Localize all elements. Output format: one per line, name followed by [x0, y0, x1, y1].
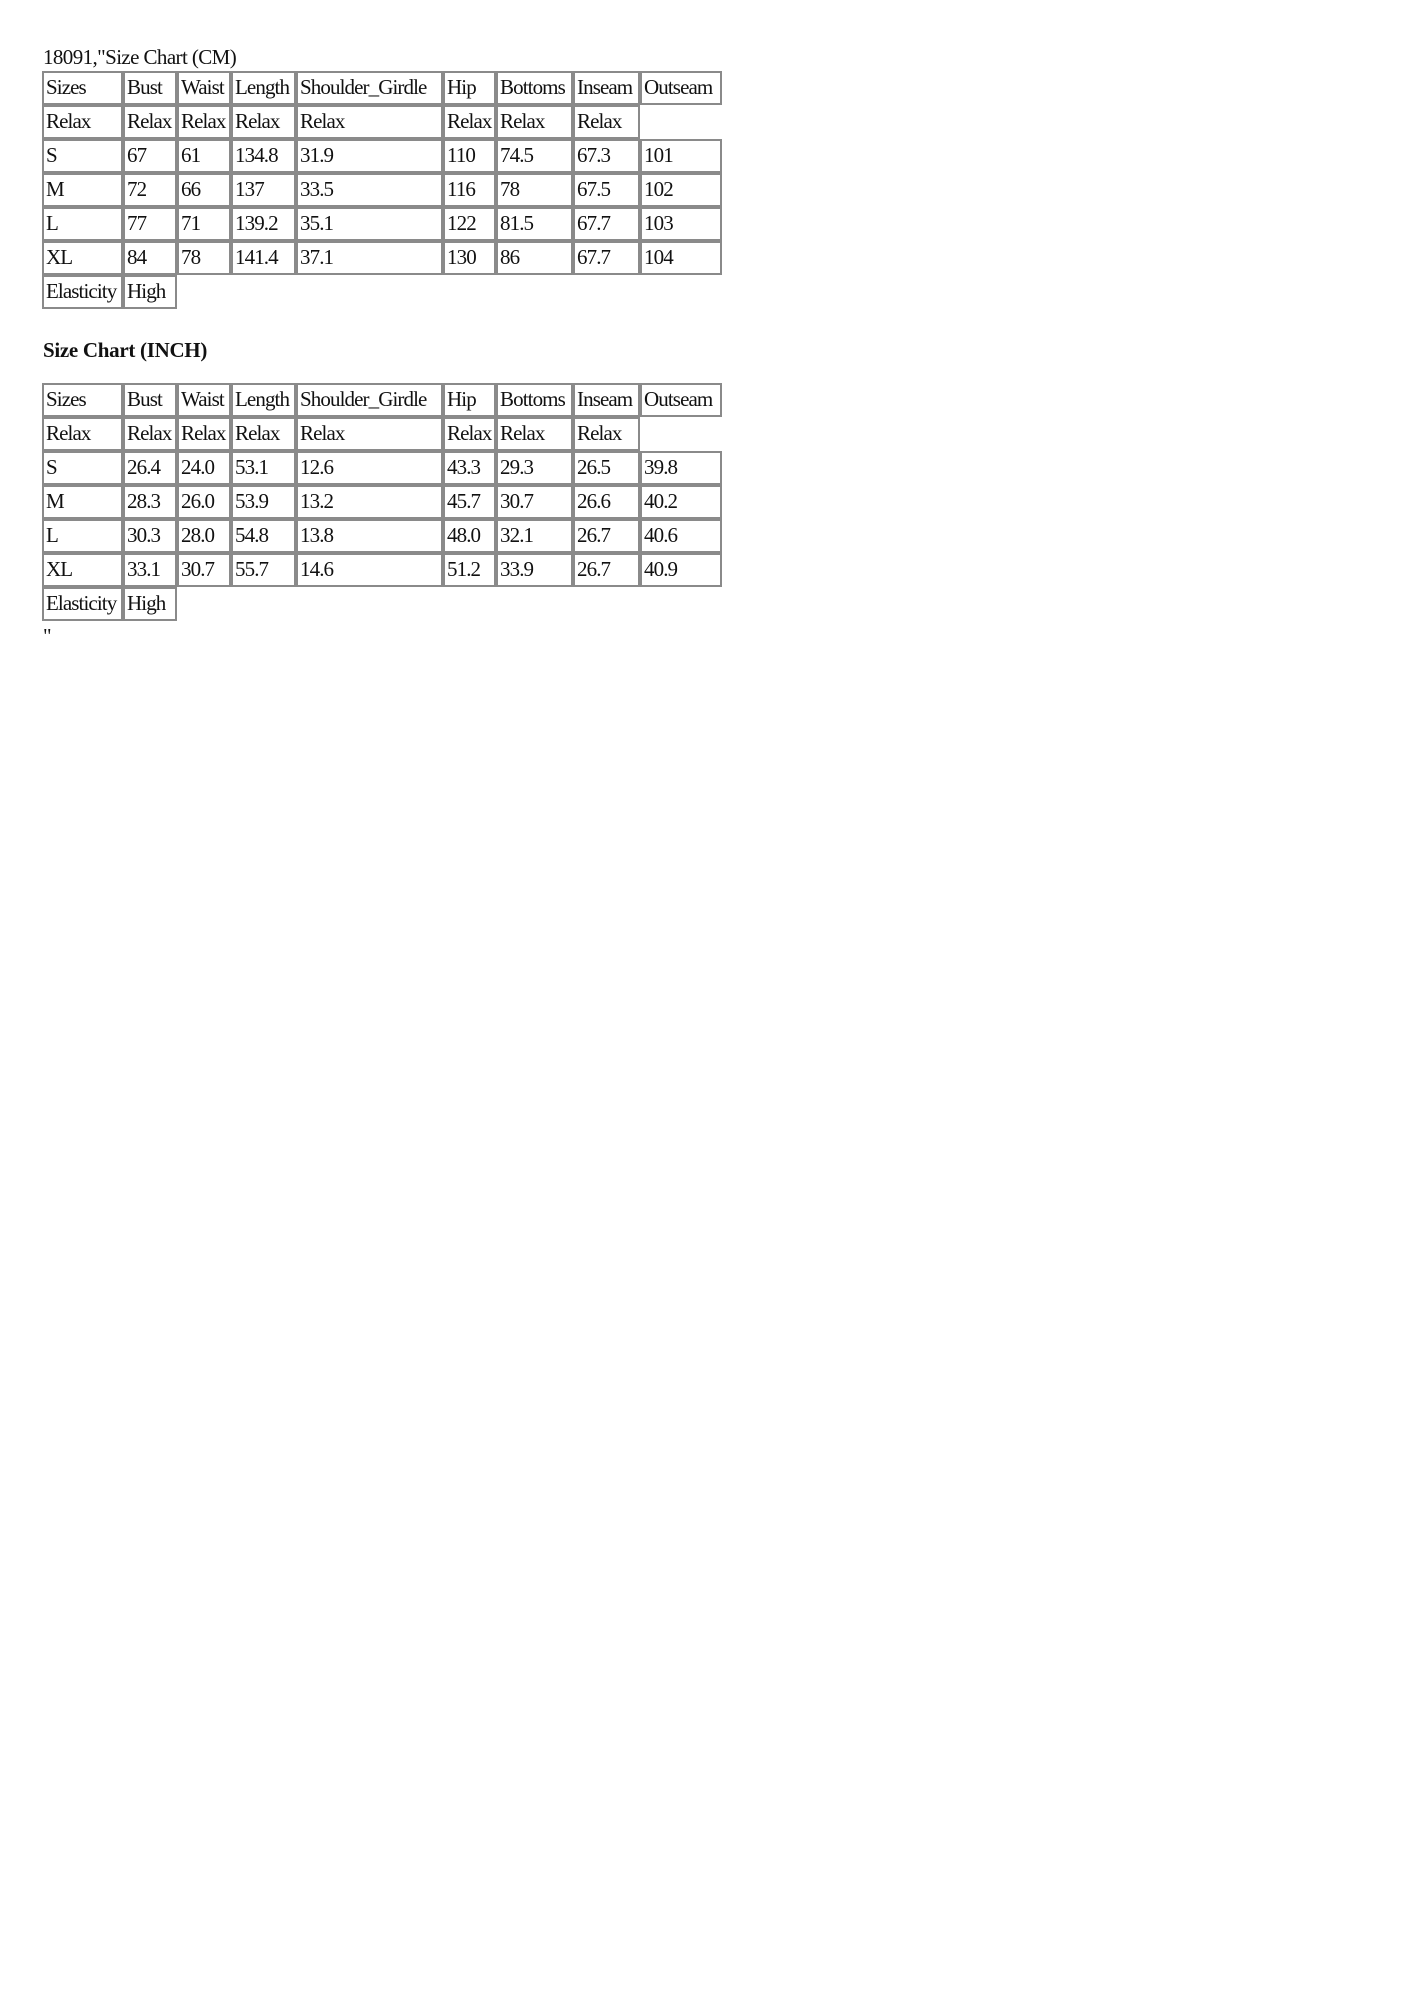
table-cell: 137 [231, 173, 296, 207]
table-cell: 67.7 [573, 241, 640, 275]
table-cell: 26.5 [573, 451, 640, 485]
table-cell: 141.4 [231, 241, 296, 275]
table-cell: 26.7 [573, 553, 640, 587]
table-cell: S [42, 451, 123, 485]
table-cell: 122 [443, 207, 496, 241]
table-cell: Relax [177, 105, 231, 139]
table-cell: 84 [123, 241, 177, 275]
table-cell: 33.5 [296, 173, 443, 207]
table-cell: 30.7 [177, 553, 231, 587]
table-cell: Relax [123, 417, 177, 451]
table-cell: Elasticity [42, 275, 123, 309]
table-cell: 101 [640, 139, 722, 173]
table-cell: S [42, 139, 123, 173]
table-cell: 71 [177, 207, 231, 241]
table-cell: Relax [496, 105, 573, 139]
table-cell: 74.5 [496, 139, 573, 173]
table-cell: Relax [123, 105, 177, 139]
table-cell: 81.5 [496, 207, 573, 241]
table-cell: L [42, 207, 123, 241]
table-cell: XL [42, 241, 123, 275]
table-cell: 26.6 [573, 485, 640, 519]
table-cell: L [42, 519, 123, 553]
table-cell: Relax [573, 105, 640, 139]
table-cell: Relax [231, 105, 296, 139]
table-cell: 26.4 [123, 451, 177, 485]
table-cell: 26.7 [573, 519, 640, 553]
table-cell: 116 [443, 173, 496, 207]
table-cell: 40.9 [640, 553, 722, 587]
table-cell: 54.8 [231, 519, 296, 553]
table-cell: Outseam [640, 383, 722, 417]
table-cell: 61 [177, 139, 231, 173]
table-cell: Inseam [573, 383, 640, 417]
table-cell: 37.1 [296, 241, 443, 275]
table-cell: 86 [496, 241, 573, 275]
table-cell: Relax [231, 417, 296, 451]
table-cell: Relax [573, 417, 640, 451]
table-cell: 55.7 [231, 553, 296, 587]
table-cell: 28.3 [123, 485, 177, 519]
table-cell: 32.1 [496, 519, 573, 553]
table-cell: 30.3 [123, 519, 177, 553]
table-cell: 13.8 [296, 519, 443, 553]
table-cell: Length [231, 71, 296, 105]
table-cell: High [123, 587, 177, 621]
table-cell: 31.9 [296, 139, 443, 173]
table-cell: Waist [177, 71, 231, 105]
table-cell: 39.8 [640, 451, 722, 485]
table-cell: 14.6 [296, 553, 443, 587]
table-cell: 33.1 [123, 553, 177, 587]
table-cell: 35.1 [296, 207, 443, 241]
table-cell: 67.5 [573, 173, 640, 207]
table-cell: High [123, 275, 177, 309]
table-cell: 30.7 [496, 485, 573, 519]
table-cell: Shoulder_Girdle [296, 383, 443, 417]
table-cell: 130 [443, 241, 496, 275]
table-cell: 40.6 [640, 519, 722, 553]
table-cell: M [42, 485, 123, 519]
table-cell: 28.0 [177, 519, 231, 553]
table-cell: 77 [123, 207, 177, 241]
table-cell: Outseam [640, 71, 722, 105]
table-cell: Relax [443, 105, 496, 139]
table-cell: 12.6 [296, 451, 443, 485]
table-cell: 72 [123, 173, 177, 207]
table-cell: 24.0 [177, 451, 231, 485]
table-cell: Relax [296, 417, 443, 451]
table-cell: Hip [443, 383, 496, 417]
table-cell: Length [231, 383, 296, 417]
table-cell: 67 [123, 139, 177, 173]
table-cell: 104 [640, 241, 722, 275]
closing-quote: " [43, 624, 51, 648]
table-cell: 51.2 [443, 553, 496, 587]
table-cell: 78 [177, 241, 231, 275]
table-cell: Sizes [42, 71, 123, 105]
table-cell: Bust [123, 71, 177, 105]
table-cell: 26.0 [177, 485, 231, 519]
table-cell: 53.1 [231, 451, 296, 485]
table-cell: 110 [443, 139, 496, 173]
table-cell: Elasticity [42, 587, 123, 621]
table-cell: 45.7 [443, 485, 496, 519]
table-cell: Waist [177, 383, 231, 417]
table-cell: M [42, 173, 123, 207]
table-cell: Bottoms [496, 71, 573, 105]
table-cell: 67.3 [573, 139, 640, 173]
table-cell: 102 [640, 173, 722, 207]
table-cell: Relax [42, 417, 123, 451]
table-cell: Bottoms [496, 383, 573, 417]
table-cell: 53.9 [231, 485, 296, 519]
size-chart-inch-heading: Size Chart (INCH) [43, 338, 208, 362]
table-cell: Relax [42, 105, 123, 139]
table-cell: 134.8 [231, 139, 296, 173]
table-cell: 103 [640, 207, 722, 241]
table-cell: 33.9 [496, 553, 573, 587]
table-cell: Relax [177, 417, 231, 451]
table-cell: XL [42, 553, 123, 587]
table-cell: Relax [496, 417, 573, 451]
table-cell: 48.0 [443, 519, 496, 553]
table-cell: Shoulder_Girdle [296, 71, 443, 105]
table-cell: 139.2 [231, 207, 296, 241]
table-cell: 67.7 [573, 207, 640, 241]
table-cell: 13.2 [296, 485, 443, 519]
table-cell: Relax [296, 105, 443, 139]
table-cell: Inseam [573, 71, 640, 105]
table-cell: 66 [177, 173, 231, 207]
table-cell: Relax [443, 417, 496, 451]
table-cell: 43.3 [443, 451, 496, 485]
table-cell: Bust [123, 383, 177, 417]
table-cell: 78 [496, 173, 573, 207]
size-chart-cm-caption: 18091,"Size Chart (CM) [43, 45, 237, 69]
table-cell: 29.3 [496, 451, 573, 485]
table-cell: Hip [443, 71, 496, 105]
table-cell: Sizes [42, 383, 123, 417]
table-cell: 40.2 [640, 485, 722, 519]
